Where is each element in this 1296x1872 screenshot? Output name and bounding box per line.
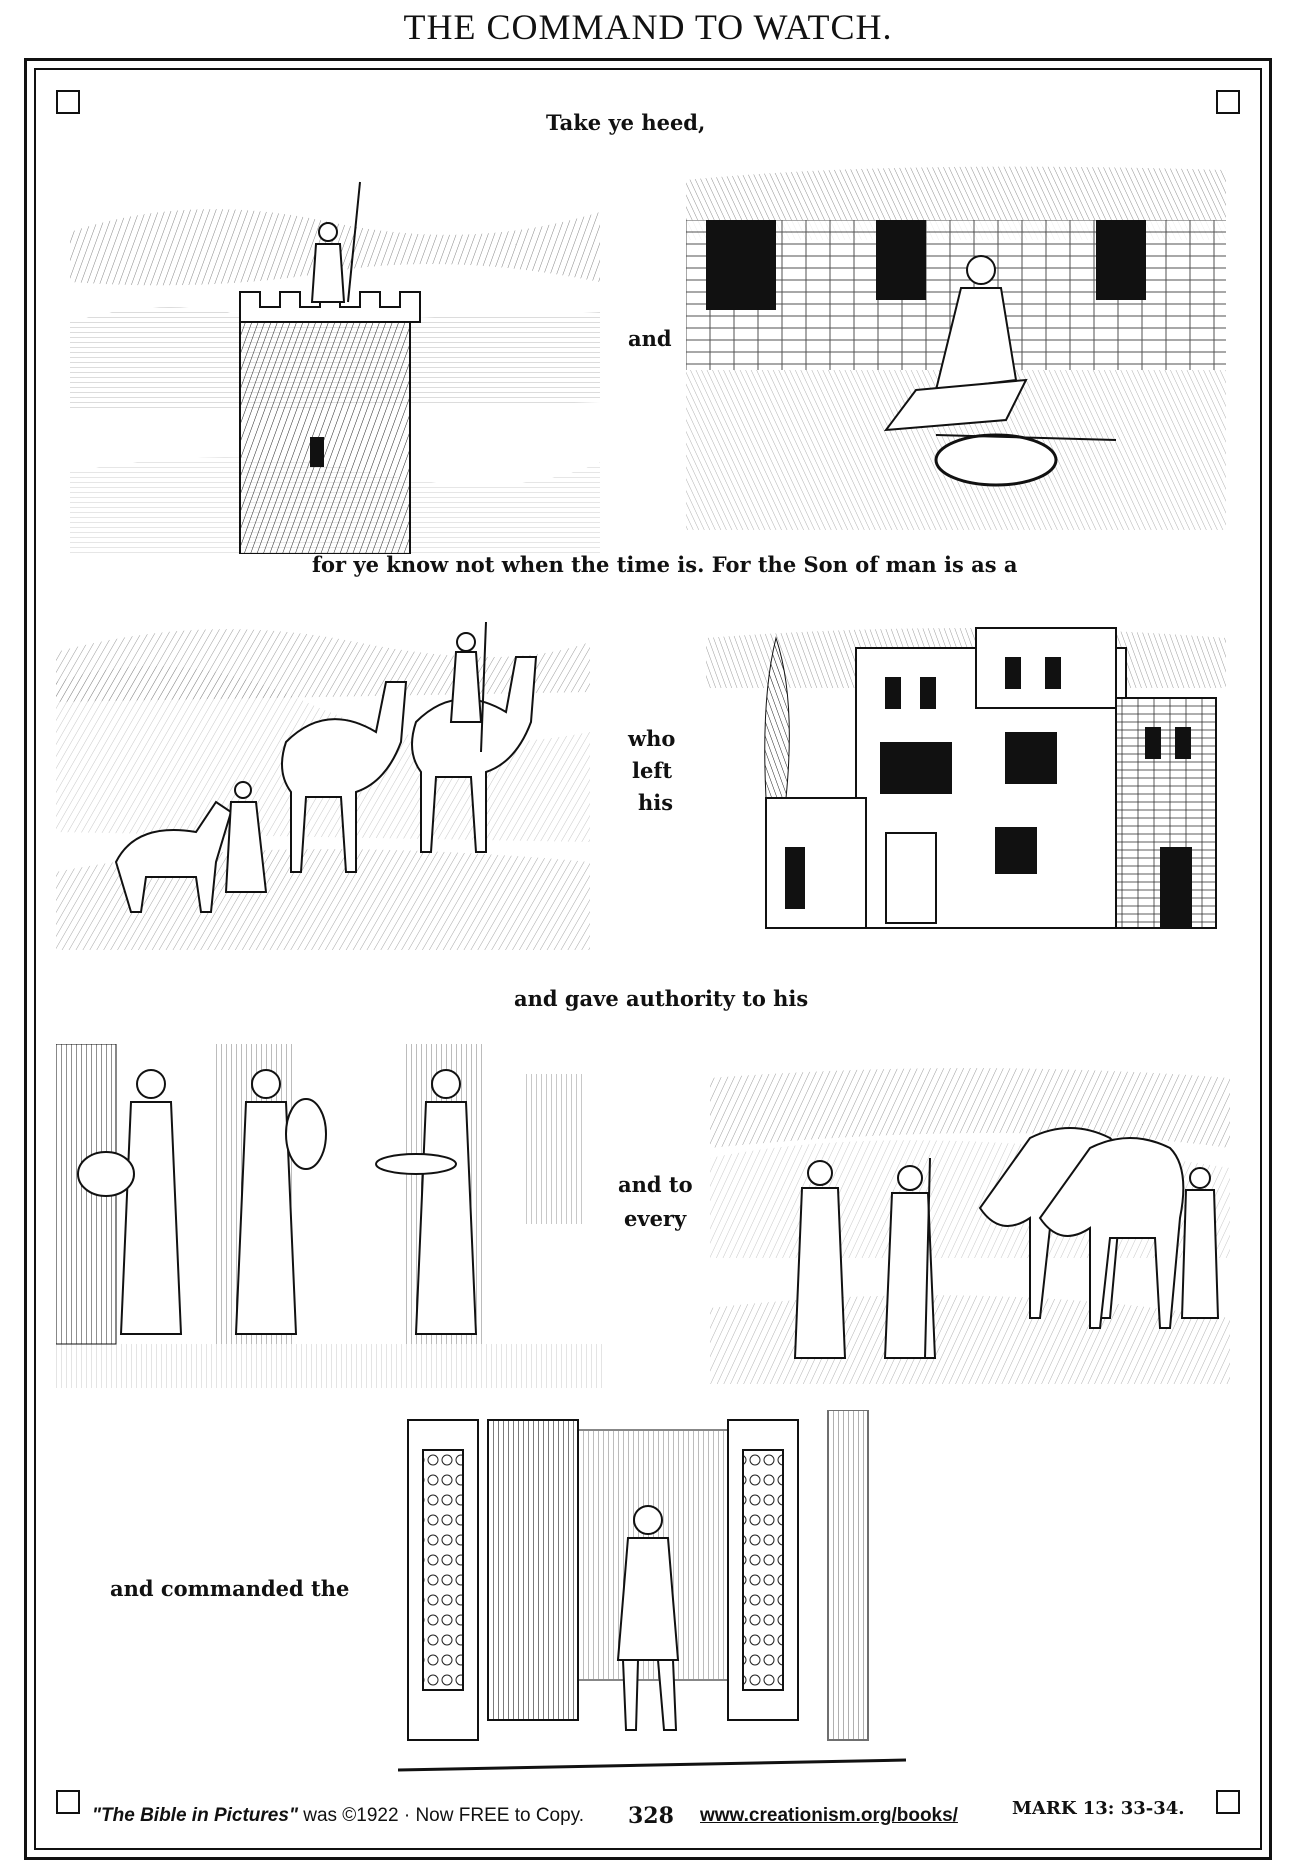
text-who: who bbox=[628, 726, 676, 751]
corner-ornament bbox=[56, 1790, 80, 1814]
book-title: "The Bible in Pictures" bbox=[92, 1805, 298, 1826]
workers-with-camels-illustration bbox=[710, 1058, 1230, 1384]
text-take-ye-heed: Take ye heed, bbox=[546, 110, 706, 135]
text-for-ye-know-not: for ye know not when the time is. For the Son of man is as a bbox=[312, 552, 1018, 577]
servants-illustration bbox=[56, 1044, 604, 1388]
text-and-gave-authority: and gave authority to his bbox=[514, 986, 809, 1011]
text-his: his bbox=[638, 790, 674, 815]
text-and-to: and to bbox=[618, 1172, 693, 1197]
footer-copyright bbox=[92, 1805, 584, 1835]
man-praying-illustration bbox=[686, 160, 1226, 530]
corner-ornament bbox=[1216, 90, 1240, 114]
text-and-commanded-the: and commanded the bbox=[110, 1576, 350, 1601]
text-every: every bbox=[624, 1206, 687, 1231]
corner-ornament bbox=[1216, 1790, 1240, 1814]
page-title: THE COMMAND TO WATCH. bbox=[403, 7, 893, 47]
corner-ornament bbox=[56, 90, 80, 114]
copyright-text: was ©1922 · Now FREE to Copy. bbox=[297, 1805, 585, 1826]
house-illustration bbox=[706, 618, 1226, 948]
text-left: left bbox=[632, 758, 673, 783]
website-link[interactable]: www.creationism.org/books/ bbox=[700, 1805, 958, 1826]
tower-watchman-illustration bbox=[70, 172, 600, 554]
page-number: 328 bbox=[628, 1803, 674, 1829]
text-and: and bbox=[628, 326, 672, 351]
scripture-reference: MARK 13: 33-34. bbox=[1012, 1798, 1185, 1819]
caravan-journey-illustration bbox=[56, 612, 590, 950]
porter-at-gate-illustration bbox=[398, 1410, 906, 1782]
